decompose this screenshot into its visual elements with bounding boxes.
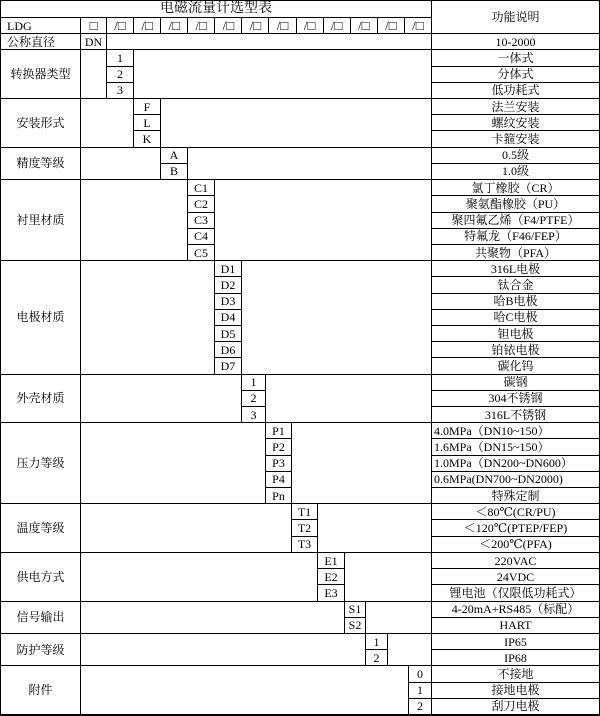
model-code-slot: /□ <box>351 18 378 33</box>
option-description: 共聚物（PFA） <box>432 245 599 261</box>
model-code-slot: /□ <box>188 18 215 33</box>
table-title: 电磁流量计选型表 <box>1 1 432 18</box>
option-code: C1 <box>188 180 215 196</box>
category-label-lining-material: 衬里材质 <box>1 180 81 261</box>
option-description: 304不锈钢 <box>432 391 599 407</box>
model-code-slot: /□ <box>161 18 188 33</box>
blank-cell <box>81 50 107 99</box>
blank-cell <box>134 50 432 99</box>
option-code: 2 <box>409 699 432 715</box>
option-description: 螺纹安装 <box>432 115 599 131</box>
option-code: K <box>134 131 161 147</box>
option-code: 3 <box>242 407 266 423</box>
category-label-installation-type: 安装形式 <box>1 99 81 148</box>
option-description: 接地电极 <box>432 683 599 699</box>
option-code: D6 <box>215 342 242 358</box>
model-box-placeholder: □ <box>81 18 107 34</box>
option-description: IP68 <box>432 650 599 666</box>
option-code: 1 <box>242 375 266 391</box>
model-code-slot: /□ <box>215 18 242 33</box>
option-code: T3 <box>292 537 318 553</box>
option-description: 碳钢 <box>432 375 599 391</box>
option-code: 0 <box>409 666 432 682</box>
option-description: 铂铱电极 <box>432 342 599 358</box>
model-code-slot: /□ <box>324 18 351 33</box>
option-description: 哈C电极 <box>432 310 599 326</box>
blank-cell <box>81 666 409 715</box>
model-code-slot: /□ <box>412 18 424 34</box>
blank-cell <box>345 553 432 602</box>
category-label-protection-rating: 防护等级 <box>1 634 81 666</box>
blank-cell <box>266 375 432 424</box>
option-code: 2 <box>366 650 388 666</box>
option-description: 不接地 <box>432 666 599 682</box>
model-code-slot: /□ <box>107 18 134 33</box>
option-description: 碳化钨 <box>432 358 599 374</box>
option-code: P4 <box>266 472 292 488</box>
blank-cell <box>81 423 266 504</box>
option-code: 2 <box>107 67 134 83</box>
option-description: 低功耗式 <box>432 83 599 99</box>
option-description: 10-2000 <box>432 34 599 50</box>
option-description: 哈B电极 <box>432 294 599 310</box>
function-column-header: 功能说明 <box>432 1 599 34</box>
option-description: 220VAC <box>432 553 599 569</box>
blank-cell <box>81 634 366 666</box>
option-description: 0.6MPa(DN700~DN2000) <box>432 472 599 488</box>
option-code: Pn <box>266 488 292 504</box>
option-description: 卡箍安装 <box>432 131 599 147</box>
option-description: 锂电池（仅限低功耗式） <box>432 585 599 601</box>
blank-cell <box>107 34 432 50</box>
option-description: 316L不锈钢 <box>432 407 599 423</box>
category-label-electrode-material: 电极材质 <box>1 261 81 374</box>
option-description: HART <box>432 618 599 634</box>
option-code: B <box>161 164 188 180</box>
option-code: 3 <box>107 83 134 99</box>
option-code: S2 <box>345 618 366 634</box>
category-label-housing-material: 外壳材质 <box>1 375 81 424</box>
model-code-slot: /□ <box>269 18 296 33</box>
blank-cell <box>81 99 134 148</box>
blank-cell <box>81 261 215 374</box>
option-code: F <box>134 99 161 115</box>
option-description: 聚四氟乙烯（F4/PTFE） <box>432 213 599 229</box>
model-code-slot: /□ <box>297 18 324 33</box>
option-description: 法兰安装 <box>432 99 599 115</box>
blank-cell <box>318 504 432 553</box>
option-code: P2 <box>266 439 292 455</box>
option-code: C5 <box>188 245 215 261</box>
option-description: 钛合金 <box>432 277 599 293</box>
model-prefix: LDG <box>1 18 81 34</box>
blank-cell <box>81 180 188 261</box>
option-description: 分体式 <box>432 67 599 83</box>
model-code-slot: /□ <box>378 18 405 33</box>
blank-cell <box>81 602 345 634</box>
option-description: 一体式 <box>432 50 599 66</box>
option-description: ＜200℃(PFA) <box>432 537 599 553</box>
model-code-slot: /□ <box>242 18 269 33</box>
option-description: 24VDC <box>432 569 599 585</box>
option-code: D2 <box>215 277 242 293</box>
blank-cell <box>292 423 432 504</box>
option-description: 1.6MPa（DN15~150） <box>432 439 599 455</box>
option-code: P3 <box>266 456 292 472</box>
option-code: 2 <box>242 391 266 407</box>
option-code: E1 <box>318 553 345 569</box>
option-code: E3 <box>318 585 345 601</box>
category-label-accuracy-class: 精度等级 <box>1 148 81 180</box>
option-code: D1 <box>215 261 242 277</box>
option-code: 1 <box>107 50 134 66</box>
option-code: C3 <box>188 213 215 229</box>
option-description: ＜120℃(PTEP/FEP) <box>432 520 599 536</box>
option-description: 氯丁橡胶（CR） <box>432 180 599 196</box>
option-code: DN <box>81 34 107 50</box>
option-code: T1 <box>292 504 318 520</box>
category-label-temperature-rating: 温度等级 <box>1 504 81 553</box>
option-code: L <box>134 115 161 131</box>
blank-cell <box>81 553 318 602</box>
category-label-pressure-rating: 压力等级 <box>1 423 81 504</box>
blank-cell <box>81 375 242 424</box>
option-code: E2 <box>318 569 345 585</box>
option-code: D5 <box>215 326 242 342</box>
option-description: 1.0MPa（DN200~DN600） <box>432 456 599 472</box>
blank-cell <box>81 148 161 180</box>
category-label-signal-output: 信号输出 <box>1 602 81 634</box>
option-description: 钽电极 <box>432 326 599 342</box>
option-description: 刮刀电极 <box>432 699 599 715</box>
model-code-slot: /□ <box>134 18 161 33</box>
category-label-power-supply: 供电方式 <box>1 553 81 602</box>
option-code: D7 <box>215 358 242 374</box>
option-code: 1 <box>409 683 432 699</box>
option-description: 特殊定制 <box>432 488 599 504</box>
option-description: 4-20mA+RS485（标配） <box>432 602 599 618</box>
category-label-accessories: 附件 <box>1 666 81 715</box>
option-code: D3 <box>215 294 242 310</box>
blank-cell <box>215 180 432 261</box>
option-code: A <box>161 148 188 164</box>
option-description: ＜80℃(CR/PU) <box>432 504 599 520</box>
category-label-converter-type: 转换器类型 <box>1 50 81 99</box>
option-description: 4.0MPa（DN10~150） <box>432 423 599 439</box>
option-code: C4 <box>188 229 215 245</box>
option-code: 1 <box>366 634 388 650</box>
option-description: 1.0级 <box>432 164 599 180</box>
option-description: 0.5级 <box>432 148 599 164</box>
model-code-strip <box>107 18 432 34</box>
category-label-nominal-diameter: 公称直径 <box>1 34 81 50</box>
blank-cell <box>366 602 432 634</box>
blank-cell <box>242 261 432 374</box>
blank-cell <box>161 99 432 148</box>
option-code: D4 <box>215 310 242 326</box>
option-code: S1 <box>345 602 366 618</box>
option-description: 特氟龙（F46/FEP） <box>432 229 599 245</box>
option-description: 聚氨酯橡胶（PU） <box>432 196 599 212</box>
option-code: C2 <box>188 196 215 212</box>
option-description: 316L电极 <box>432 261 599 277</box>
blank-cell <box>188 148 432 180</box>
option-description: IP65 <box>432 634 599 650</box>
blank-cell <box>388 634 432 666</box>
option-code: T2 <box>292 520 318 536</box>
option-code: P1 <box>266 423 292 439</box>
blank-cell <box>81 504 292 553</box>
